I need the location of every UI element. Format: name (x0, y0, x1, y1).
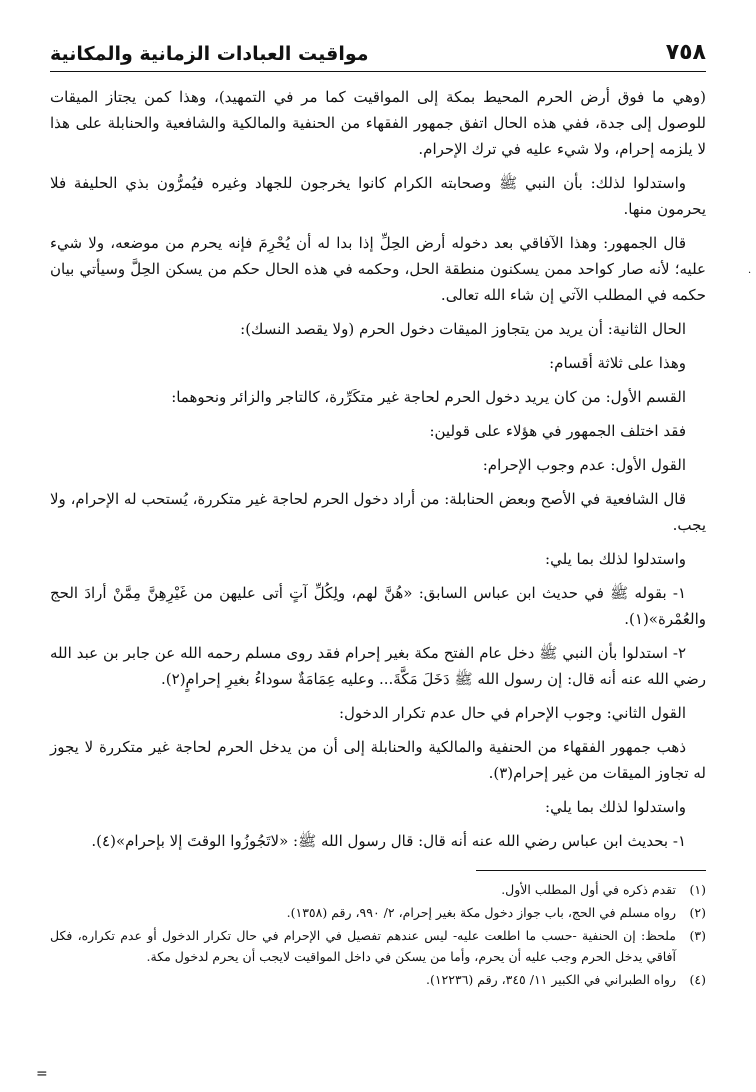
paragraph: واستدلوا لذلك بما يلي: (545, 798, 686, 816)
paragraph: القول الأول: عدم وجوب الإحرام: (482, 456, 686, 474)
footnote-number: (٣) (689, 928, 706, 943)
paragraph: ٢- استدلوا بأن النبي ﷺ دخل عام الفتح مكة بغير إحرام فقد روى مسلم رحمه الله عن جابر بن عبد الله رضي الله عنه أنه قال: إن رسول الله ﷺ دَخَلَ مَكَّةَ... وعليه عِمَامَةٌ سوداءُ بغيرِ إحرامٍ(٢). (50, 644, 706, 688)
footnote (50, 925, 706, 967)
paragraph: قال الجمهور: وهذا الآفاقي بعد دخوله أرض الحِلِّ إذا بدا له أن يُحْرِمَ فإنه يحرم من موضعه، ولا شيء عليه؛ لأنه صار كواحد ممن يسكنون منطقة الحل، وحكمه في هذه الحال حكم من يسكن الحِلَّ وسيأتي بيان حكمه في المطلب الآتي إن شاء الله تعالى. (50, 234, 706, 304)
footnote (50, 902, 706, 923)
footnote-text: تقدم ذكره في أول المطلب الأول. (501, 882, 676, 897)
paragraph: وهذا على ثلاثة أقسام: (549, 354, 686, 372)
page-number: ٧٥٨ (665, 40, 706, 65)
paragraph: واستدلوا لذلك: بأن النبي ﷺ وصحابته الكرام كانوا يخرجون للجهاد وغيره فيُمرُّون بذي الحليفة فلا يحرمون منها. (50, 174, 706, 218)
paragraph: فقد اختلف الجمهور في هؤلاء على قولين: (429, 422, 686, 440)
paragraph: واستدلوا لذلك بما يلي: (545, 550, 686, 568)
edge-mark: = (36, 1066, 48, 1082)
paragraph: ١- بقوله ﷺ في حديث ابن عباس السابق: «هُنَّ لهم، ولِكُلِّ آتٍ أتى عليهن من غَيْرِهِنَّ مِمَّنْ أرادَ الحج والعُمْرة»(١). (50, 584, 706, 628)
footnote-text: ملحظ: إن الحنفية -حسب ما اطلعت عليه- ليس عندهم تفصيل في الإحرام في حال تكرار الدخول أو عدم تكراره، فكل آفاقي يدخل الحرم وجب عليه أن يحرم، وأما من يسكن في داخل المواقيت لايجب أن يحرم لدخول مكة. (50, 928, 676, 964)
paragraph: (وهي ما فوق أرض الحرم المحيط بمكة إلى المواقيت كما مر في التمهيد)، وهذا كمن يجتاز الميقات للوصول إلى جدة، ففي هذه الحال اتفق جمهور الفقهاء من الحنفية والمالكية والشافعية والحنابلة على هذا لا يلزمه إحرام، ولا شيء عليه في ترك الإحرام. (50, 88, 706, 158)
footnote-number: (١) (689, 882, 706, 897)
body-text (50, 84, 706, 854)
paragraph: الحال الثانية: أن يريد من يتجاوز الميقات دخول الحرم (ولا يقصد النسك): (240, 320, 686, 338)
footnote (50, 879, 706, 900)
paragraph: القسم الأول: من كان يريد دخول الحرم لحاجة غير متكَرِّرة، كالتاجر والزائر ونحوهما: (171, 388, 686, 406)
footnotes (50, 879, 706, 990)
page-header (50, 40, 706, 72)
footnote (50, 969, 706, 990)
paragraph: قال الشافعية في الأصح وبعض الحنابلة: من أراد دخول الحرم لحاجة غير متكررة، يُستحب له الإحرام، ولا يجب. (50, 490, 706, 534)
margin-dot: · (748, 268, 752, 279)
footnote-number: (٢) (689, 905, 706, 920)
paragraph: ذهب جمهور الفقهاء من الحنفية والمالكية والحنابلة إلى أن من يدخل الحرم لحاجة غير متكررة لا يجوز له تجاوز الميقات من غير إحرام(٣). (50, 738, 706, 782)
footnote-text: رواه الطبراني في الكبير ١١/ ٣٤٥، رقم (١٢٢٣٦). (425, 972, 676, 987)
footnote-text: رواه مسلم في الحج، باب جواز دخول مكة بغير إحرام، ٢/ ٩٩٠، رقم (١٣٥٨). (286, 905, 676, 920)
document-page (50, 40, 706, 992)
running-title: مواقيت العبادات الزمانية والمكانية (50, 43, 369, 65)
paragraph: القول الثاني: وجوب الإحرام في حال عدم تكرار الدخول: (338, 704, 686, 722)
footnote-number: (٤) (689, 972, 706, 987)
paragraph: ١- بحديث ابن عباس رضي الله عنه أنه قال: قال رسول الله ﷺ: «لاتَجُوزُوا الوقتَ إلا بإحرام»(٤). (91, 832, 686, 850)
footnote-divider (476, 870, 706, 871)
